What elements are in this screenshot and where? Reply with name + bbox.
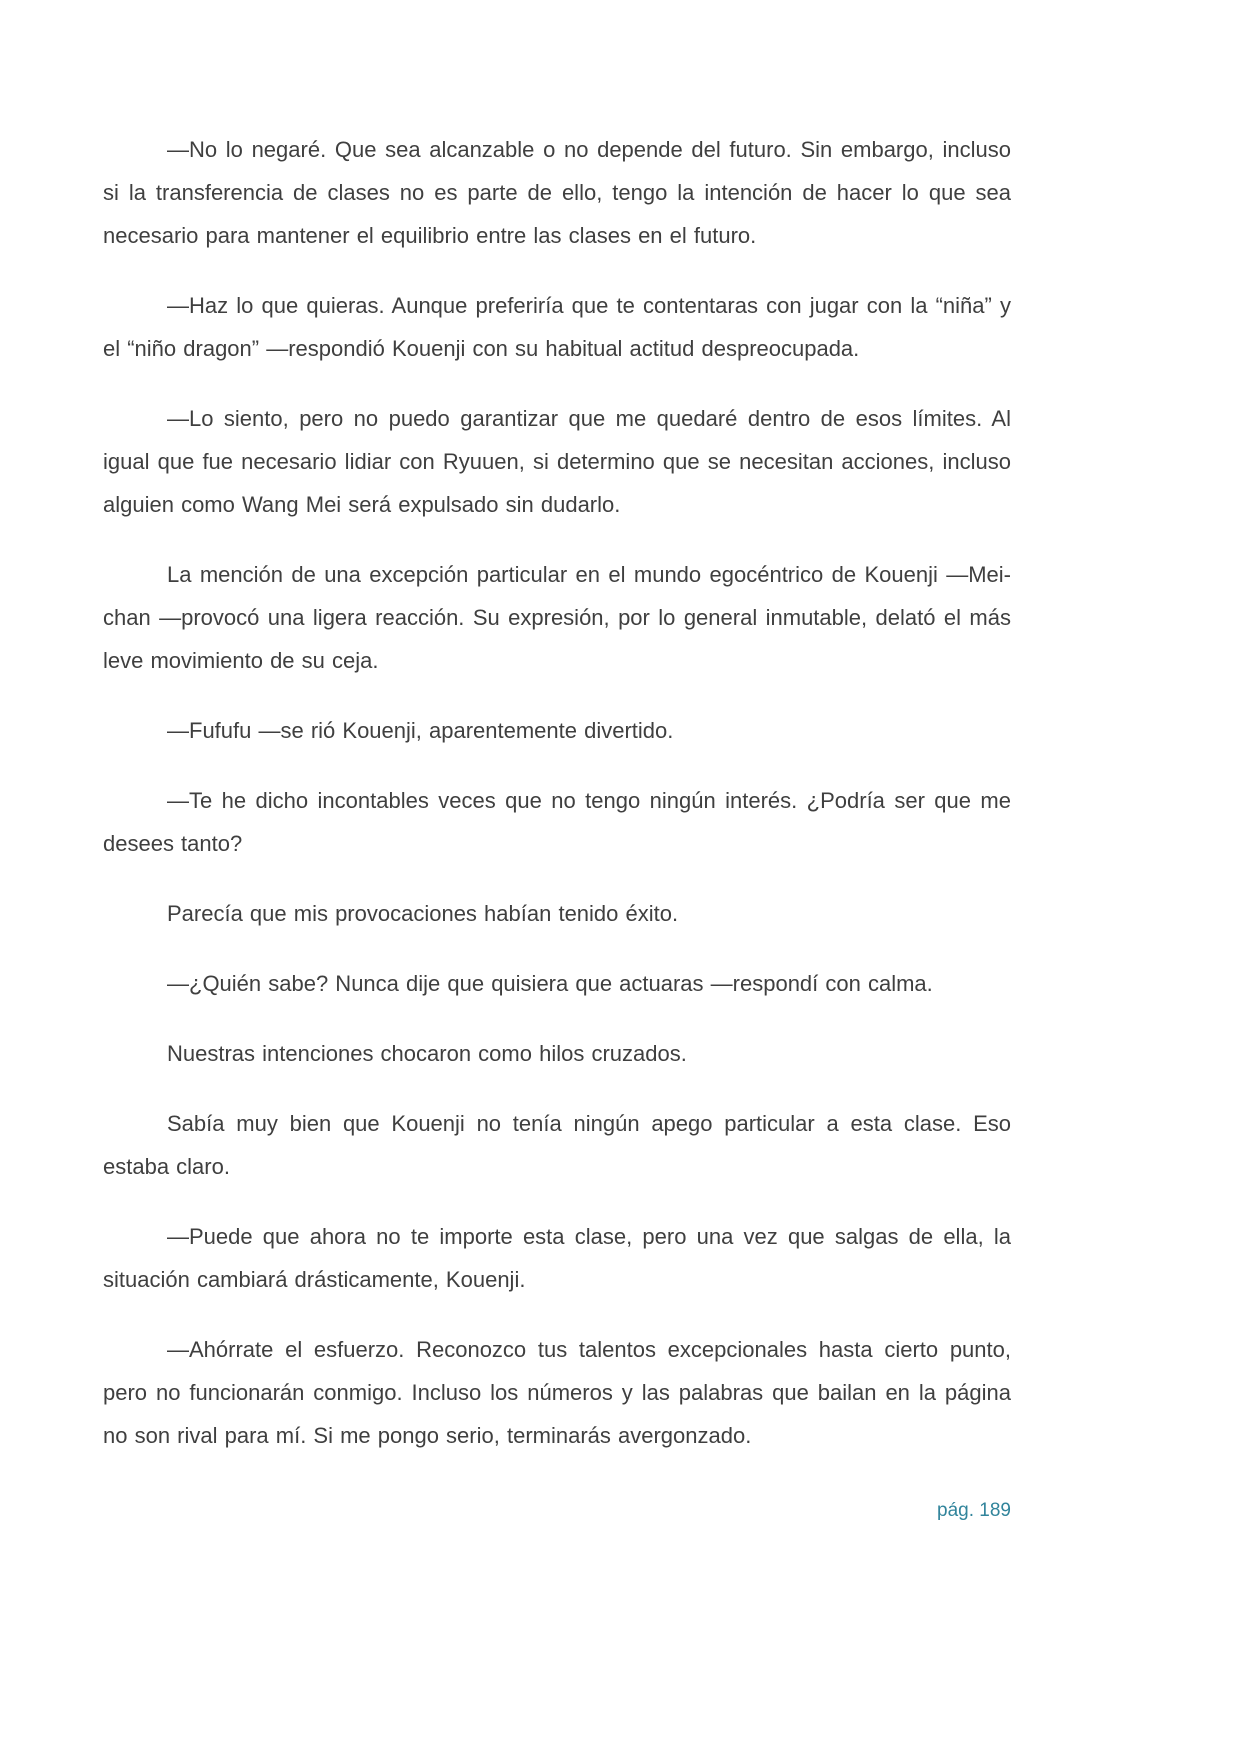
paragraph: La mención de una excepción particular en el mundo egocéntrico de Kouenji —Mei-chan —provocó una ligera reacción. Su expresión, por lo general inmutable, delató el más leve movimiento de su ceja. (103, 562, 1011, 673)
paragraph-container (103, 128, 1011, 1484)
paragraph: —Ahórrate el esfuerzo. Reconozco tus talentos excepcionales hasta cierto punto, pero no funcionarán conmigo. Incluso los números y las palabras que bailan en la página no son rival para mí. Si me pongo serio, terminarás avergonzado. (103, 1337, 1011, 1448)
paragraph: —Haz lo que quieras. Aunque preferiría que te contentaras con jugar con la “niña” y el “niño dragon” —respondió Kouenji con su habitual actitud despreocupada. (103, 293, 1011, 361)
paragraph: Nuestras intenciones chocaron como hilos cruzados. (167, 1041, 687, 1066)
paragraph: Sabía muy bien que Kouenji no tenía ningún apego particular a esta clase. Eso estaba claro. (103, 1111, 1011, 1179)
paragraph: —No lo negaré. Que sea alcanzable o no depende del futuro. Sin embargo, incluso si la transferencia de clases no es parte de ello, tengo la intención de hacer lo que sea necesario para mantener el equilibrio entre las clases en el futuro. (103, 137, 1011, 248)
paragraph: —¿Quién sabe? Nunca dije que quisiera que actuaras —respondí con calma. (167, 971, 933, 996)
paragraph: —Fufufu —se rió Kouenji, aparentemente divertido. (167, 718, 674, 743)
paragraph: —Lo siento, pero no puedo garantizar que me quedaré dentro de esos límites. Al igual que fue necesario lidiar con Ryuuen, si determino que se necesitan acciones, incluso alguien como Wang Mei será expulsado sin dudarlo. (103, 406, 1011, 517)
paragraph: Parecía que mis provocaciones habían tenido éxito. (167, 901, 679, 926)
paragraph: —Puede que ahora no te importe esta clase, pero una vez que salgas de ella, la situación cambiará drásticamente, Kouenji. (103, 1224, 1011, 1292)
page-number: pág. 189 (937, 1500, 1011, 1521)
paragraph: —Te he dicho incontables veces que no tengo ningún interés. ¿Podría ser que me desees tanto? (103, 788, 1011, 856)
